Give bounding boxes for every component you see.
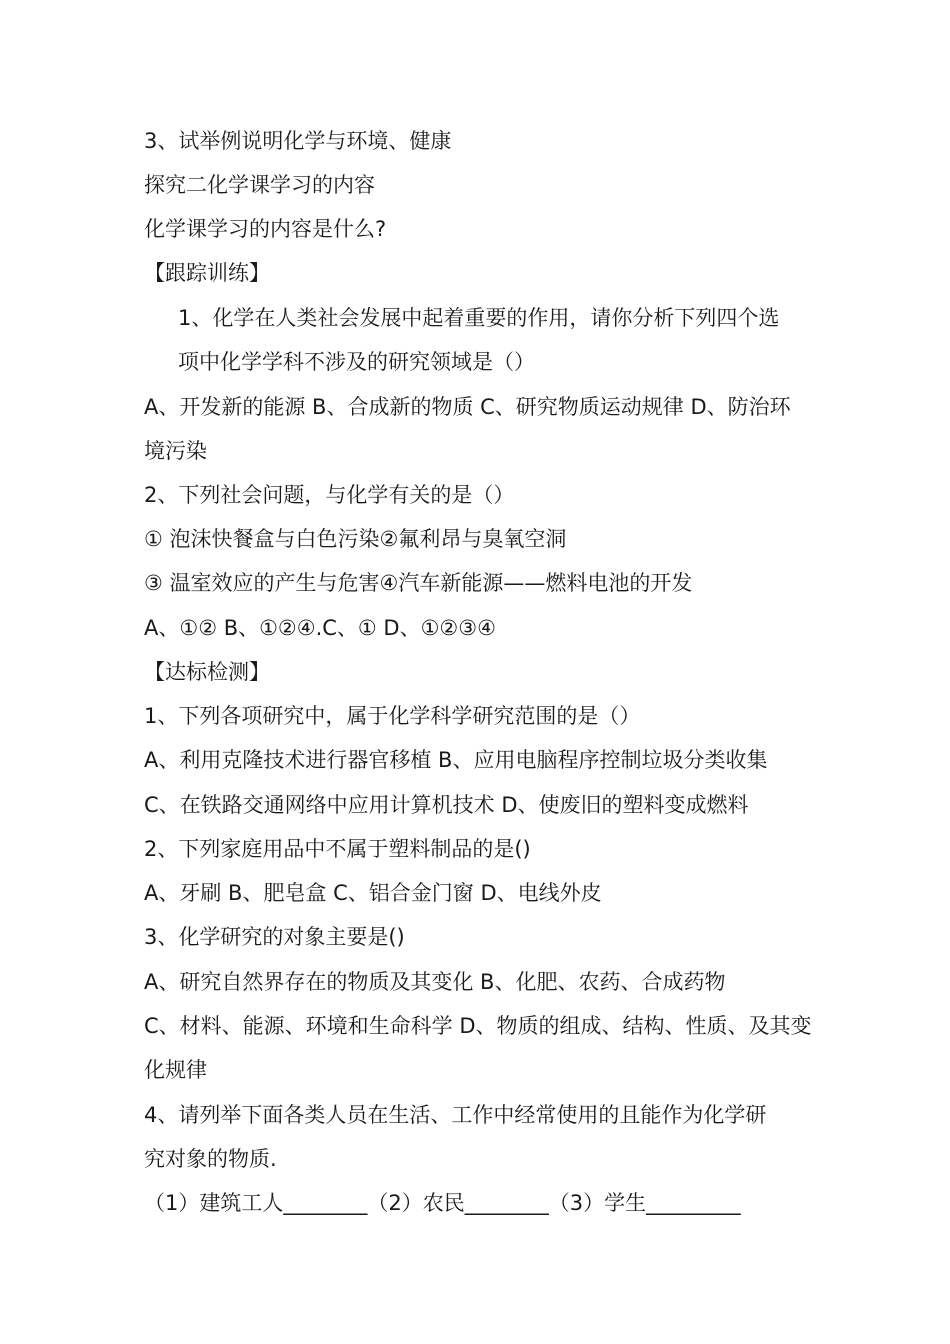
test-q2: 2、下列家庭用品中不属于塑料制品的是() <box>144 837 531 861</box>
heading-standard-test: 【达标检测】 <box>144 660 270 684</box>
training-q2-item-1-2: ① 泡沫快餐盒与白色污染②氟利昂与臭氧空洞 <box>144 527 567 551</box>
test-q4-line2: 究对象的物质. <box>144 1147 277 1171</box>
training-q1-options-line2: 境污染 <box>144 439 207 463</box>
test-q1: 1、下列各项研究中，属于化学科学研究范围的是（） <box>144 704 641 728</box>
test-q4-line1: 4、请列举下面各类人员在生活、工作中经常使用的且能作为化学研 <box>144 1103 767 1127</box>
test-q1-options-ab: A、利用克隆技术进行器官移植 B、应用电脑程序控制垃圾分类收集 <box>144 748 768 772</box>
heading-tracking-training: 【跟踪训练】 <box>144 261 270 285</box>
training-q2-options: A、①② B、①②④.C、① D、①②③④ <box>144 616 496 640</box>
test-q3-options-ab: A、研究自然界存在的物质及其变化 B、化肥、农药、合成药物 <box>144 970 726 994</box>
test-q3-options-cd-line2: 化规律 <box>144 1058 207 1082</box>
test-q3: 3、化学研究的对象主要是() <box>144 925 405 949</box>
section-question: 化学课学习的内容是什么? <box>144 217 387 241</box>
test-q1-options-cd: C、在铁路交通网络中应用计算机技术 D、使废旧的塑料变成燃料 <box>144 793 749 817</box>
training-q1-options-line1: A、开发新的能源 B、合成新的物质 C、研究物质运动规律 D、防治环 <box>144 395 791 419</box>
test-q2-options: A、牙刷 B、肥皂盒 C、铝合金门窗 D、电线外皮 <box>144 881 602 905</box>
test-q4-blanks: （1）建筑工人________（2）农民________（3）学生_________ <box>144 1191 741 1215</box>
training-q2-item-3-4: ③ 温室效应的产生与危害④汽车新能源——燃料电池的开发 <box>144 571 693 595</box>
training-q1-line1: 1、化学在人类社会发展中起着重要的作用，请你分析下列四个选 <box>178 306 780 330</box>
question-3-intro: 3、试举例说明化学与环境、健康 <box>144 129 452 153</box>
training-q2: 2、下列社会问题，与化学有关的是（） <box>144 483 515 507</box>
section-heading-explore-two: 探究二化学课学习的内容 <box>144 173 375 197</box>
test-q3-options-cd-line1: C、材料、能源、环境和生命科学 D、物质的组成、结构、性质、及其变 <box>144 1014 812 1038</box>
training-q1-line2: 项中化学学科不涉及的研究领域是（） <box>178 350 535 374</box>
